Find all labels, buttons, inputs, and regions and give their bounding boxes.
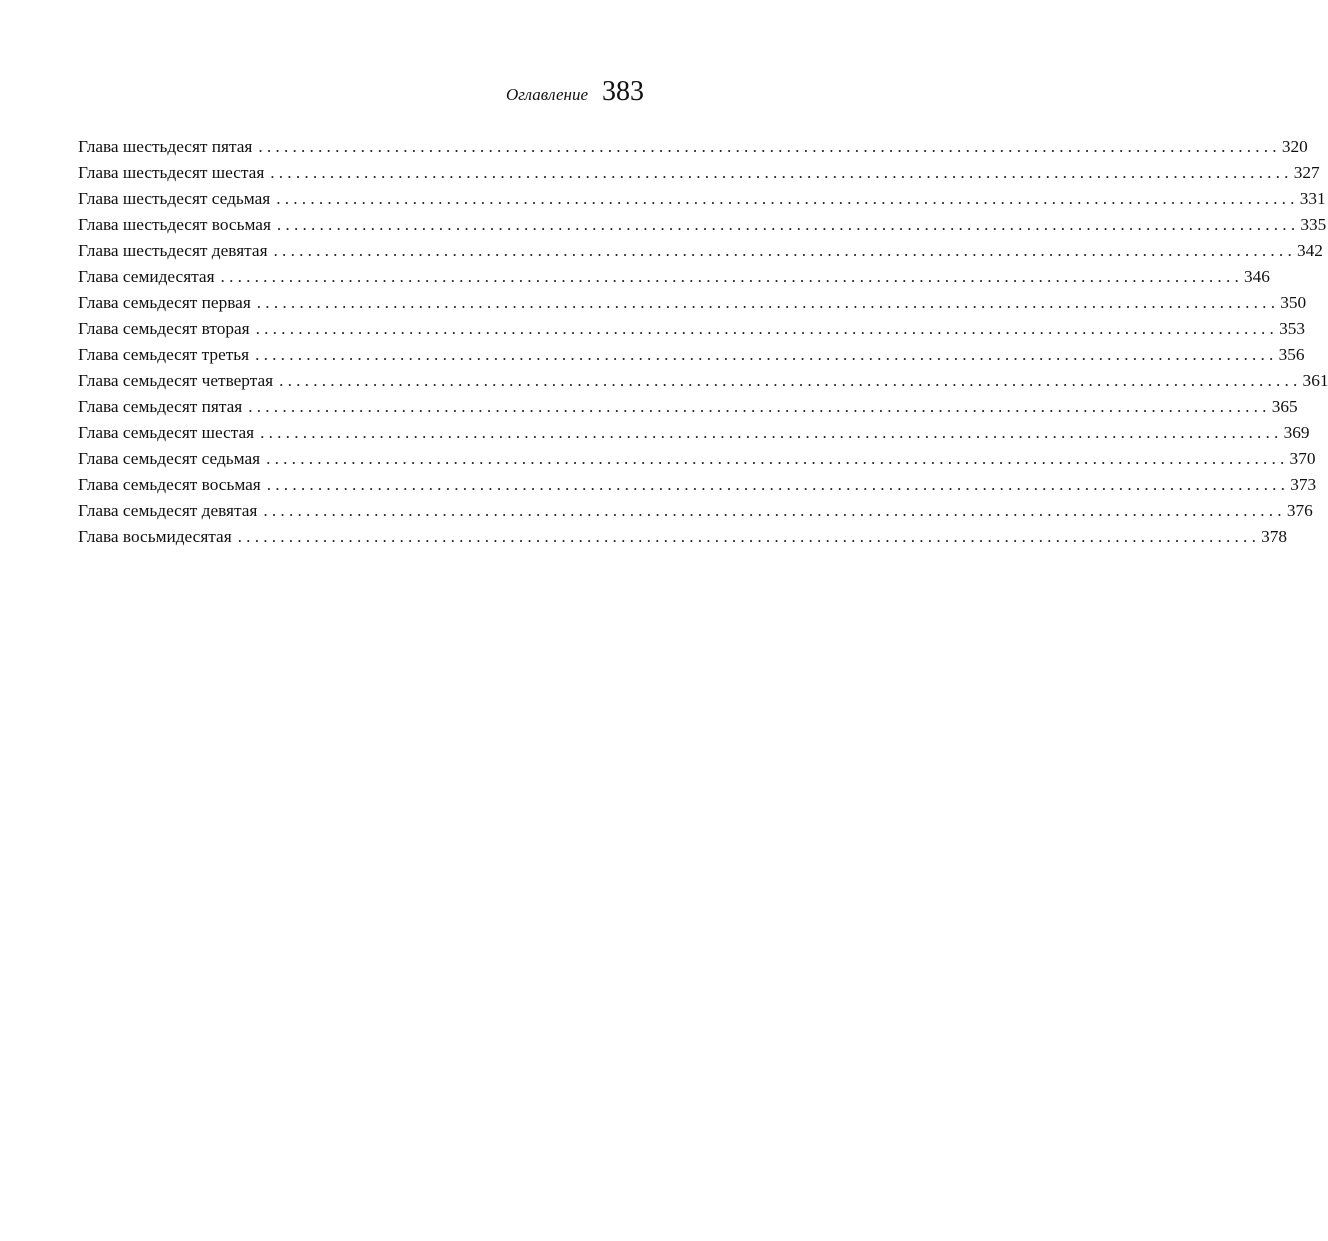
dot-leader: ........................................................................................................................: [248, 397, 1271, 416]
toc-entry-title: Глава шестьдесят седьмая: [78, 189, 271, 208]
dot-leader: ........................................................................................................................: [276, 189, 1299, 208]
dot-leader: ........................................................................................................................: [276, 215, 1300, 234]
section-title: Оглавление: [505, 85, 588, 104]
toc-entry: [78, 472, 1317, 498]
page-number: 383: [602, 76, 644, 107]
toc-entry: [78, 498, 1313, 524]
dot-leader: ........................................................................................................................: [263, 501, 1286, 520]
toc-entry-title: Глава семьдесят девятая: [78, 501, 258, 520]
toc-entry: [78, 290, 1307, 316]
toc-entry-page: 353: [1279, 319, 1305, 338]
dot-leader: ........................................................................................................................: [220, 267, 1243, 286]
toc-entry: [78, 446, 1316, 472]
toc-entry-title: Глава шестьдесят пятая: [78, 137, 253, 156]
toc-entry-page: 346: [1243, 267, 1270, 286]
toc-entry: [78, 342, 1305, 368]
toc-entry: [78, 186, 1326, 212]
table-of-contents: [78, 134, 1328, 550]
toc-entry-title: Глава семьдесят четвертая: [78, 371, 274, 390]
toc-entry-page: 365: [1271, 397, 1298, 416]
toc-entry-page: 369: [1283, 423, 1310, 442]
toc-entry-title: Глава семьдесят восьмая: [78, 475, 261, 494]
dot-leader: ........................................................................................................................: [260, 423, 1283, 442]
toc-entry: [78, 420, 1310, 446]
dot-leader: ........................................................................................................................: [266, 475, 1290, 494]
toc-entry-page: 376: [1286, 501, 1313, 520]
toc-entry: [78, 524, 1288, 550]
toc-entry: [78, 134, 1308, 160]
running-header: [78, 78, 644, 106]
toc-entry: [78, 212, 1327, 238]
toc-entry-page: 327: [1293, 163, 1320, 182]
toc-entry-title: Глава семьдесят пятая: [78, 397, 243, 416]
dot-leader: ........................................................................................................................: [255, 345, 1278, 364]
toc-entry-page: 378: [1261, 527, 1288, 546]
toc-entry: [78, 264, 1270, 290]
toc-entry: [78, 394, 1298, 420]
toc-entry-title: Глава семьдесят первая: [78, 293, 251, 312]
toc-entry-page: 370: [1289, 449, 1316, 468]
toc-entry: [78, 368, 1328, 394]
dot-leader: ........................................................................................................................: [255, 319, 1279, 338]
toc-entry-page: 335: [1300, 215, 1327, 234]
toc-entry-title: Глава семьдесят вторая: [78, 319, 250, 338]
toc-entry-title: Глава семьдесят седьмая: [78, 449, 261, 468]
toc-entry: [78, 238, 1323, 264]
toc-entry-page: 361: [1302, 371, 1328, 390]
dot-leader: ........................................................................................................................: [266, 449, 1289, 468]
toc-entry-page: 373: [1290, 475, 1317, 494]
toc-entry: [78, 160, 1320, 186]
dot-leader: ........................................................................................................................: [256, 293, 1280, 312]
toc-entry-title: Глава семьдесят шестая: [78, 423, 255, 442]
toc-entry-title: Глава шестьдесят восьмая: [78, 215, 271, 234]
toc-entry-title: Глава шестьдесят девятая: [78, 241, 268, 260]
dot-leader: ........................................................................................................................: [273, 241, 1296, 260]
toc-entry-title: Глава семьдесят третья: [78, 345, 250, 364]
toc-entry-page: 320: [1281, 137, 1308, 156]
dot-leader: ........................................................................................................................: [279, 371, 1302, 390]
dot-leader: ........................................................................................................................: [270, 163, 1293, 182]
dot-leader: ........................................................................................................................: [237, 527, 1261, 546]
toc-entry-title: Глава шестьдесят шестая: [78, 163, 265, 182]
toc-entry: [78, 316, 1305, 342]
toc-entry-page: 356: [1278, 345, 1305, 364]
toc-entry-page: 331: [1299, 189, 1326, 208]
toc-entry-page: 342: [1296, 241, 1323, 260]
dot-leader: ........................................................................................................................: [258, 137, 1281, 156]
toc-entry-page: 350: [1280, 293, 1307, 312]
toc-entry-title: Глава восьмидесятая: [78, 527, 232, 546]
toc-entry-title: Глава семидесятая: [78, 267, 215, 286]
